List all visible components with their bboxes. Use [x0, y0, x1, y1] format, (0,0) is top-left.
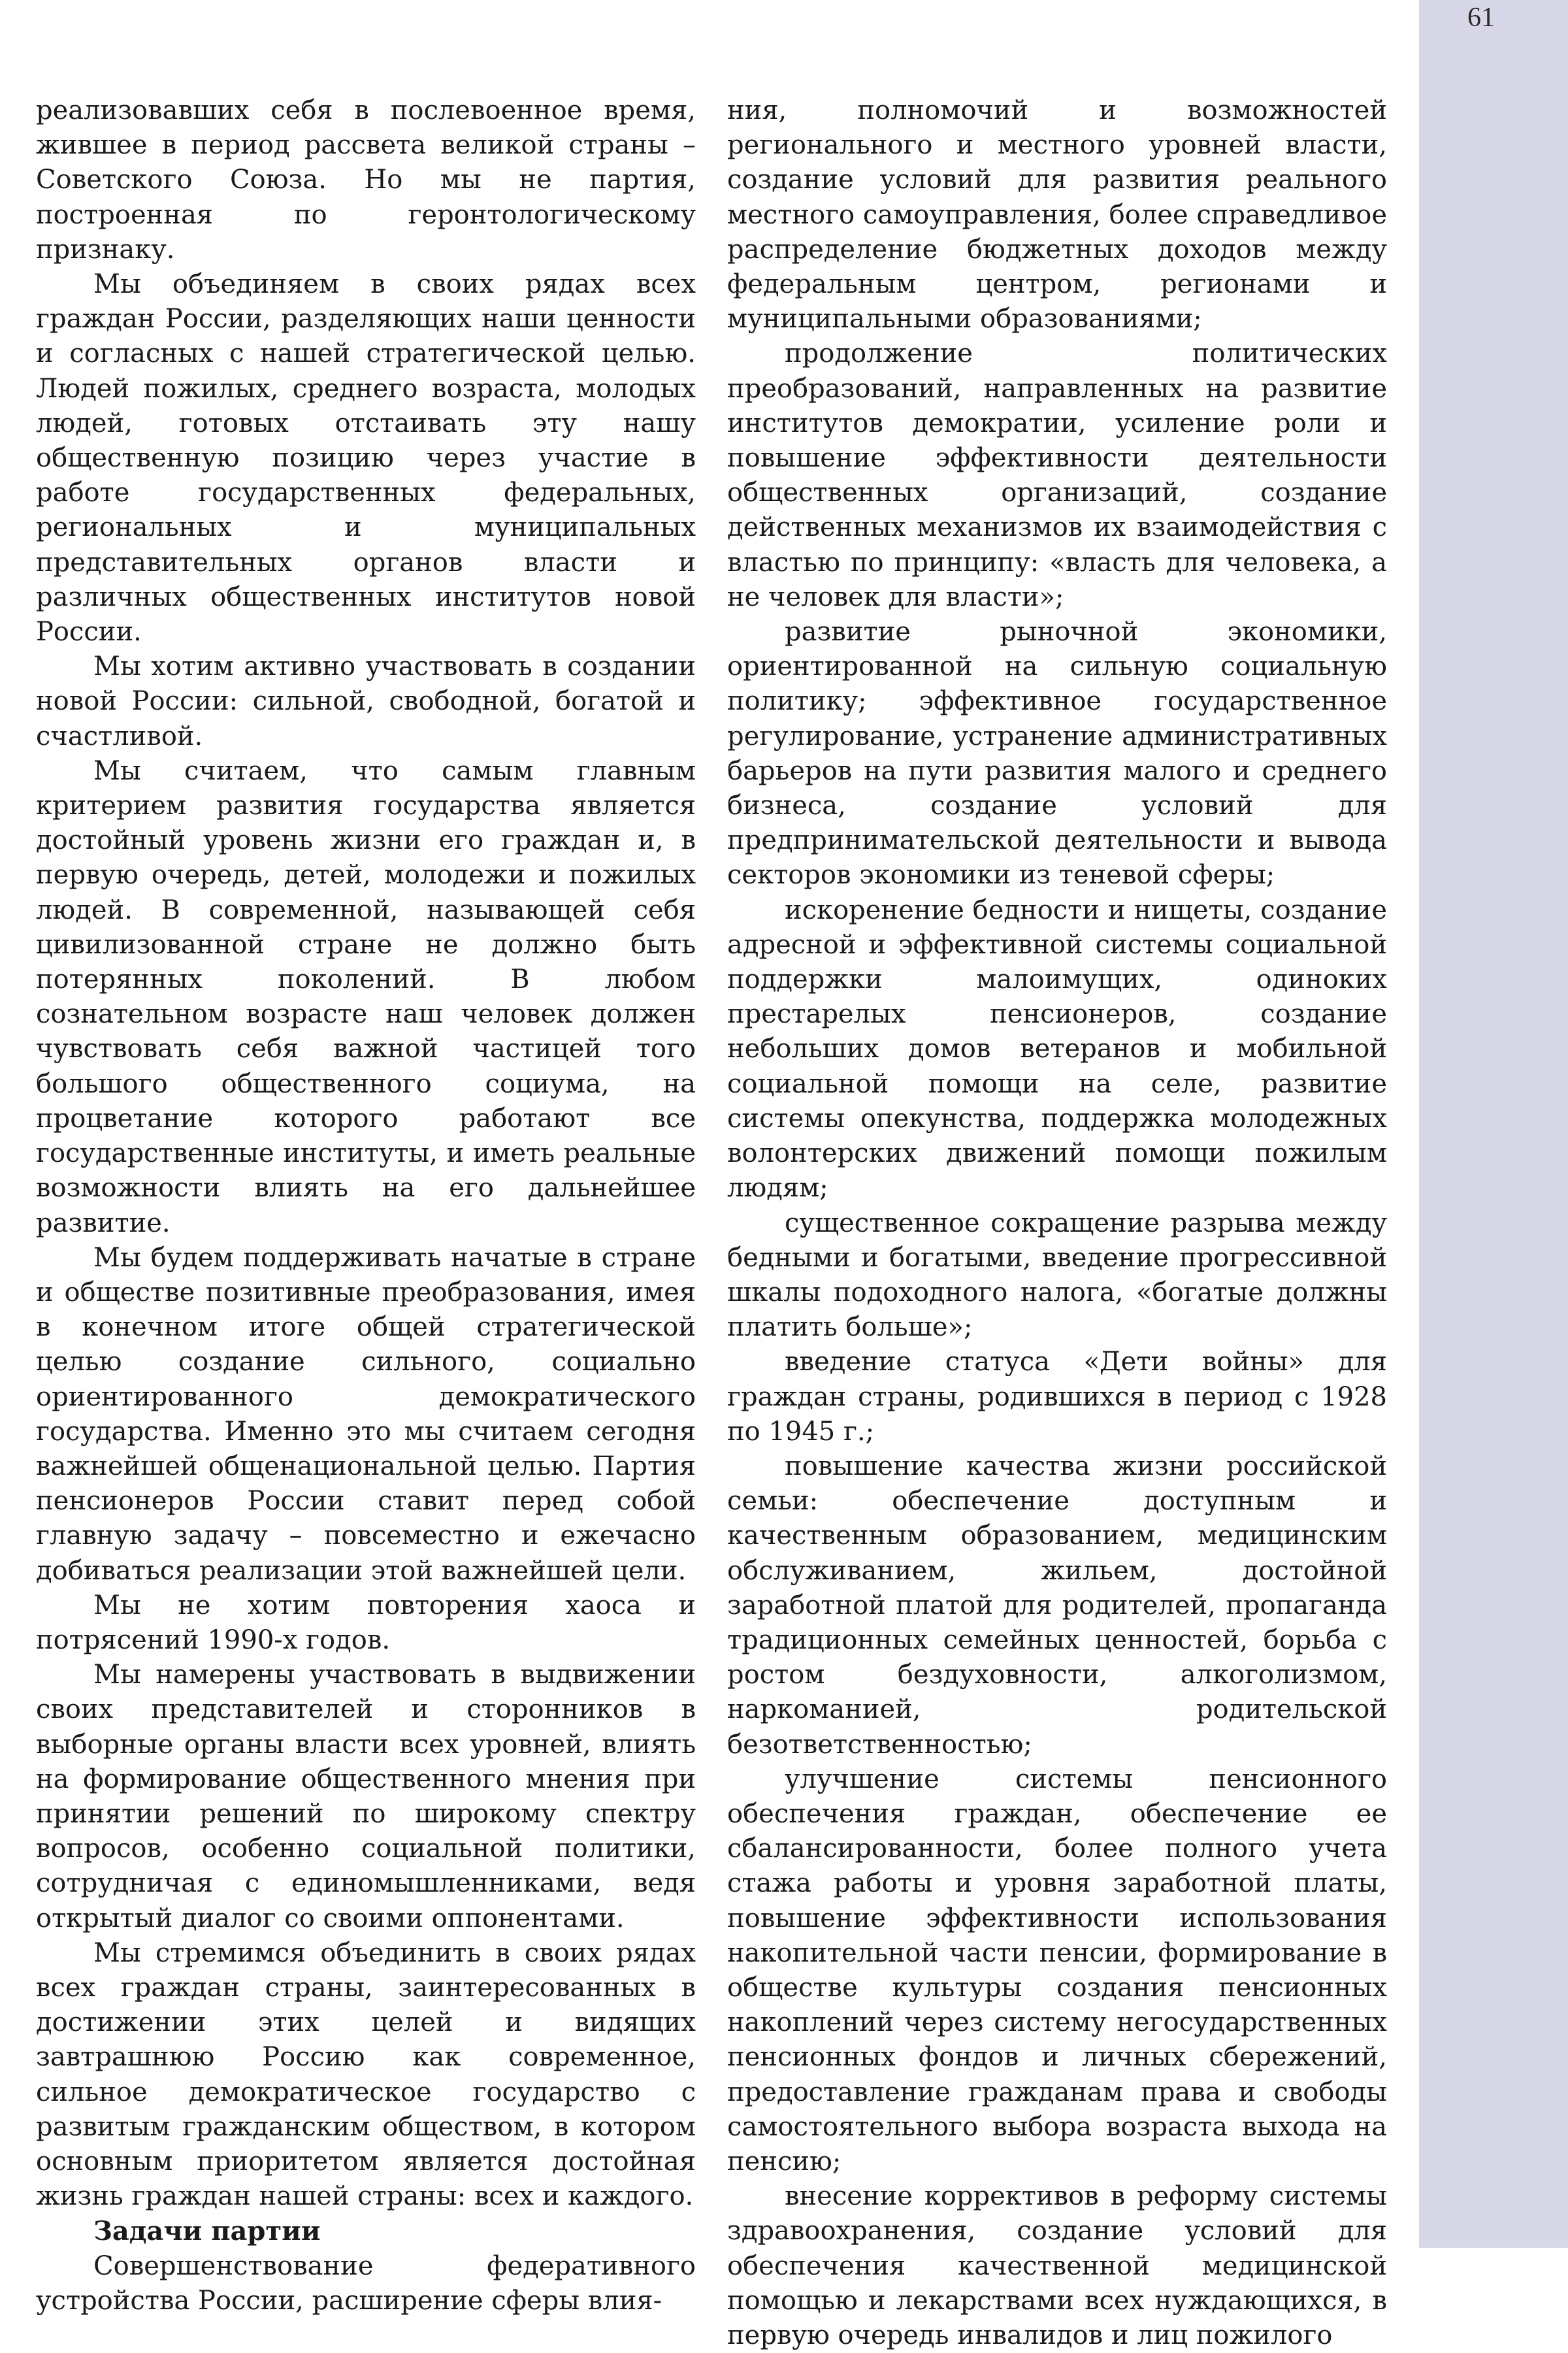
right-column-paragraph: развитие рыночной экономики, ориентированной на сильную социальную политику; эффективное государственное регулирование, устранение административных барьеров на пути развития малого и среднего бизнеса, создание условий для предпринимательской деятельности и вывода секторов экономики из теневой сферы;: [727, 617, 1387, 891]
right-column-paragraph: ния, полномочий и возможностей регионального и местного уровней власти, создание условий для развития реального местного самоуправления, более справедливое распределение бюджетных доходов между федеральным центром, регионами и муниципальными образованиями;: [727, 95, 1387, 335]
left-column-paragraph: Мы будем поддерживать начатые в стране и обществе позитивные преобразования, имея в конечном итоге общей стратегической целью создание сильного, социально ориентированного демократического государства. Именно это мы считаем сегодня важнейшей общенациональной целью. Партия пенсионеров России ставит перед собой главную задачу – повсеместно и ежечасно добиваться реализации этой важнейшей цели.: [36, 1242, 696, 1586]
left-column-paragraph: Мы считаем, что самым главным критерием развития государства является достойный уровень жизни его граждан и, в первую очередь, детей, молодежи и пожилых людей. В современной, называющей себя цивилизованной стране не должно быть потерянных поколений. В любом сознательном возрасте наш человек должен чувствовать себя важной частицей того большого общественного социума, на процветание которого работают все государственные институты, и иметь реальные возможности влиять на его дальнейшее развитие.: [36, 755, 696, 1238]
page-number: 61: [1467, 3, 1495, 33]
right-column-paragraph: продолжение политических преобразований, направленных на развитие институтов демократии, усиление роли и повышение эффективности деятельности общественных организаций, создание действенных механизмов их взаимодействия с властью по принципу: «власть для человека, а не человек для власти»;: [727, 338, 1387, 612]
section-heading: Задачи партии: [93, 2216, 321, 2247]
right-column-paragraph: введение статуса «Дети войны» для граждан страны, родившихся в период с 1928 по 1945 г.;: [727, 1347, 1387, 1447]
left-column-paragraph: Мы стремимся объединить в своих рядах всех граждан страны, заинтересованных в достижении этих целей и видящих завтрашнюю Россию как современное, сильное демократическое государство с развитым гражданским обществом, в котором основным приоритетом является достойная жизнь граждан нашей страны: всех и каждого.: [36, 1937, 696, 2212]
left-column-paragraph: Мы хотим активно участвовать в создании новой России: сильной, свободной, богатой и счастливой.: [36, 651, 696, 751]
right-column-paragraph: повышение качества жизни российской семьи: обеспечение доступным и качественным образованием, медицинским обслуживанием, жильем, достойной заработной платой для родителей, пропаганда традиционных семейных ценностей, борьба с ростом бездуховности, алкоголизмом, наркоманией, родительской безответственностью;: [727, 1451, 1387, 1760]
left-column-paragraph: Мы не хотим повторения хаоса и потрясений 1990-х годов.: [36, 1590, 696, 1655]
left-column-paragraph: реализовавших себя в послевоенное время, жившее в период рассвета великой страны – Советского Союза. Но мы не партия, построенная по геронтологическому признаку.: [36, 95, 696, 265]
side-margin-band: [1419, 0, 1568, 2248]
left-column-paragraph: Совершенствование федеративного устройства России, расширение сферы влия-: [36, 2250, 696, 2316]
left-text-column: [36, 93, 696, 2318]
right-text-column: [727, 93, 1387, 2353]
right-column-paragraph: улучшение системы пенсионного обеспечения граждан, обеспечение ее сбалансированности, более полного учета стажа работы и уровня заработной платы, повышение эффективности использования накопительной части пенсии, формирование в обществе культуры создания пенсионных накоплений через систему негосударственных пенсионных фондов и личных сбережений, предоставление гражданам права и свободы самостоятельного выбора возраста выхода на пенсию;: [727, 1764, 1387, 2177]
right-column-paragraph: внесение коррективов в реформу системы здравоохранения, создание условий для обеспечения качественной медицинской помощью и лекарствами всех нуждающихся, в первую очередь инвалидов и лиц пожилого: [727, 2181, 1387, 2350]
left-column-paragraph: Мы намерены участвовать в выдвижении своих представителей и сторонников в выборные органы власти всех уровней, влиять на формирование общественного мнения при принятии решений по широкому спектру вопросов, особенно социальной политики, сотрудничая с единомышленниками, ведя открытый диалог со своими оппонентами.: [36, 1660, 696, 1933]
right-column-paragraph: искоренение бедности и нищеты, создание адресной и эффективной системы социальной поддержки малоимущих, одиноких престарелых пенсионеров, создание небольших домов ветеранов и мобильной социальной помощи на селе, развитие системы опекунства, поддержка молодежных волонтерских движений помощи пожилым людям;: [727, 895, 1387, 1204]
left-column-paragraph: Мы объединяем в своих рядах всех граждан России, разделяющих наши ценности и согласных с нашей стратегической целью. Людей пожилых, среднего возраста, молодых людей, готовых отстаивать эту нашу общественную позицию через участие в работе государственных федеральных, региональных и муниципальных представительных органов власти и различных общественных институтов новой России.: [36, 269, 696, 648]
right-column-paragraph: существенное сокращение разрыва между бедными и богатыми, введение прогрессивной шкалы подоходного налога, «богатые должны платить больше»;: [727, 1208, 1387, 1343]
